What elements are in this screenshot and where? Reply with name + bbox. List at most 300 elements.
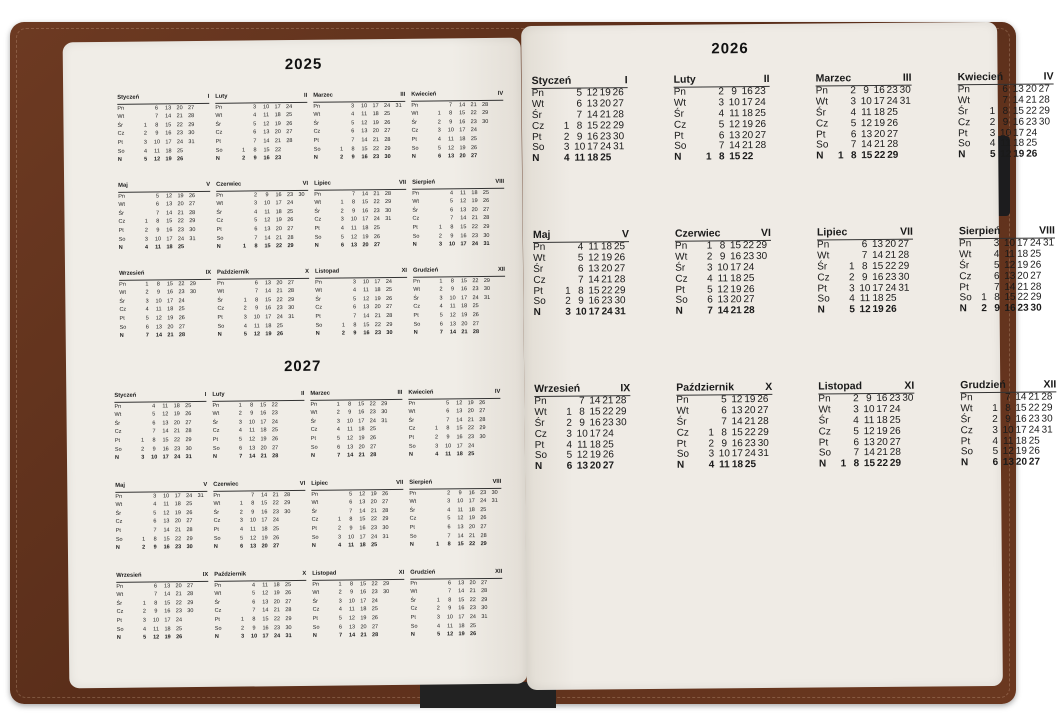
weekday-label: Śr [957,105,968,117]
weekday-label: Pt [410,614,416,621]
day-number: 22 [276,296,283,303]
day-number: 21 [374,313,381,320]
day-number: 24 [385,278,392,285]
day-number: 2 [337,525,342,532]
day-number [480,143,492,152]
day-number: 28 [479,416,486,423]
day-number: 13 [163,582,171,589]
day-number: 29 [482,110,489,117]
day-number: 22 [275,243,283,250]
day-number: 26 [276,331,284,338]
day-number [236,598,248,607]
day-number: 11 [588,241,599,253]
day-number: 2 [340,208,344,215]
day-number: 5 [153,510,157,517]
weekday-label: Wt [818,404,831,416]
weekday-label: Wt [410,588,418,595]
day-number: 11 [729,107,740,119]
day-number: 6 [853,436,860,448]
day-number: 21 [260,453,267,460]
day-number: 27 [382,499,389,506]
day-number: 20 [467,408,474,415]
month-name: Lipiec [311,480,329,487]
day-number [561,253,574,264]
day-number [430,399,442,408]
weekday-label: N [118,244,123,251]
day-number [137,419,149,428]
day-number: 18 [468,506,475,513]
day-number [185,625,197,634]
day-number: 21 [273,607,280,614]
day-number [195,517,207,526]
day-number [480,126,492,135]
day-number: 9 [255,305,259,312]
weekday-label: So [960,446,974,458]
day-number: 12 [162,411,169,418]
day-number: 2 [243,305,247,312]
day-number [702,120,715,131]
day-number [136,411,148,420]
day-number: 8 [450,224,454,231]
month-name: Luty [215,93,228,100]
weekday-label: Wt [119,289,127,297]
day-number: 15 [261,500,268,507]
day-number: 16 [262,624,269,631]
weekday-label: Śr [409,507,416,514]
day-number: 13 [361,128,368,135]
day-number: 17 [456,442,463,449]
day-number: 17 [588,306,600,318]
day-number: 1 [837,150,844,162]
day-number: 31 [491,498,498,505]
day-number: 3 [989,127,996,139]
day-number: 8 [578,285,584,297]
day-number: 9 [576,131,583,143]
day-number: 29 [1038,105,1050,117]
day-number: 8 [348,401,352,408]
day-number: 25 [600,152,612,164]
day-number: 6 [439,321,443,328]
day-number: 4 [850,106,857,118]
day-number: 28 [284,491,291,498]
weekday-label: Pn [958,238,972,250]
day-number: 30 [285,624,292,631]
day-number: 9 [153,544,157,551]
week-row [674,152,770,164]
day-number: 8 [721,426,727,438]
day-number: 15 [460,224,467,231]
day-number: 24 [602,427,614,440]
day-number: 22 [1017,292,1029,304]
weekday-label: N [409,541,414,548]
day-number: 10 [347,533,355,541]
day-number: 29 [382,580,390,587]
day-number: 17 [162,454,169,461]
day-number: 29 [483,277,490,284]
day-number: 23 [1025,116,1038,128]
day-number: 18 [372,111,379,118]
day-number: 10 [154,235,162,243]
weekday-label: Wt [310,409,318,417]
weekday-label: Śr [959,259,970,271]
day-number: 5 [143,634,147,641]
day-number [1042,293,1055,304]
month-roman: IX [202,571,209,578]
day-number: 23 [373,154,380,161]
day-number: 29 [889,458,902,470]
day-number: 23 [470,118,477,125]
day-number: 2 [238,410,242,417]
day-number: 26 [285,590,292,597]
day-number: 1 [241,147,246,154]
day-number: 12 [264,217,271,224]
day-number: 10 [346,418,353,425]
day-number: 1 [705,151,712,163]
day-number: 24 [470,127,477,134]
day-number: 9 [250,410,254,417]
day-number [336,136,348,145]
day-number: 4 [706,273,713,285]
day-number: 29 [287,243,294,250]
day-number [334,507,346,516]
day-number: 3 [243,314,247,321]
day-number: 2 [340,154,344,161]
day-number: 26 [272,534,280,541]
month-0-6 [314,179,407,251]
day-number [560,99,573,110]
weekday-label: Wt [216,200,224,208]
day-number [393,144,405,153]
day-number [284,146,296,155]
weekday-label: Śr [212,419,219,426]
day-number: 11 [447,622,453,629]
day-number: 17 [1012,127,1025,139]
day-number [296,233,308,242]
weekday-label: So [217,323,225,330]
month-roman: VIII [1039,224,1055,237]
day-number: 19 [589,449,601,461]
day-number [296,242,308,251]
day-number: 15 [263,146,270,153]
day-number: 26 [482,198,490,205]
day-number [336,190,348,199]
day-number: 14 [261,491,268,498]
day-number [834,86,847,97]
day-number: 19 [173,411,180,418]
day-number: 7 [254,234,258,241]
day-number: 5 [718,118,725,130]
day-number: 17 [260,419,267,426]
day-number: 29 [188,121,195,128]
weekday-label: Wt [314,199,322,206]
day-number [383,241,395,250]
day-number: 19 [360,615,367,622]
month-1-6 [311,479,404,551]
day-number: 22 [602,406,614,418]
day-number: 11 [249,427,255,434]
weekday-label: Wt [817,250,830,262]
month-roman: XI [398,569,405,576]
day-number: 27 [384,128,391,135]
day-number [337,287,349,296]
day-number: 20 [173,419,180,427]
day-number: 5 [353,296,357,303]
day-number [899,129,912,140]
weekday-label: So [412,233,420,240]
day-number: 28 [743,305,755,317]
week-row [213,452,305,462]
day-number: 5 [155,193,160,200]
day-number: 19 [1013,149,1025,161]
day-number: 3 [435,443,439,450]
day-number: 14 [872,249,884,261]
month-roman: VIII [492,478,502,485]
day-number: 23 [480,489,487,496]
day-number: 30 [615,416,627,428]
day-number [615,462,628,473]
day-number: 24 [371,597,378,604]
day-number [1042,260,1055,271]
month-roman: III [902,71,912,84]
weekday-label: Śr [411,119,418,126]
day-number: 14 [359,508,366,515]
day-number: 4 [566,439,573,451]
day-number: 9 [352,208,356,215]
month-roman: IV [1043,70,1054,83]
month-roman: I [204,391,207,398]
day-number: 1 [848,260,855,272]
day-number: 28 [287,288,295,295]
day-number: 11 [859,293,871,305]
day-number: 17 [362,216,369,223]
week-row [960,304,1056,316]
day-number: 1 [840,458,847,470]
month-2-2 [816,73,913,163]
day-number: 7 [1002,94,1009,106]
day-number: 4 [338,542,342,549]
day-number: 4 [449,189,454,196]
day-number: 3 [336,418,340,425]
day-number: 13 [165,201,173,208]
day-number: 25 [889,414,901,426]
day-number: 18 [359,542,366,549]
day-number [837,416,850,427]
day-number: 31 [483,294,491,301]
month-name: Luty [212,391,225,398]
day-number: 29 [382,516,389,523]
day-number [1041,458,1054,469]
month-roman: VII [398,179,407,186]
day-number: 18 [458,622,465,629]
day-number: 29 [479,425,486,432]
month-roman: VII [900,225,913,238]
day-number: 9 [351,154,355,161]
day-number: 11 [348,606,355,613]
day-number: 22 [174,535,182,542]
weekday-label: Cz [408,426,416,433]
day-number: 5 [351,120,355,127]
day-number: 28 [1041,391,1053,403]
week-row [676,306,772,318]
day-number: 28 [187,591,194,598]
weekday-label: So [311,534,319,541]
month-name: Czerwiec [674,227,721,240]
day-number: 21 [470,101,477,108]
day-number: 24 [383,102,391,109]
day-number: 29 [185,437,192,444]
weekday-label: Śr [216,209,222,216]
day-number: 27 [612,98,624,110]
weekday-label: Wt [531,98,545,110]
day-number: 18 [600,241,613,253]
day-number: 30 [189,227,196,234]
day-number: 17 [265,314,272,321]
day-number: 28 [372,632,379,639]
day-number: 23 [177,227,184,234]
day-number [432,515,444,524]
day-number [140,192,152,201]
day-number: 9 [994,303,1000,315]
day-number: 15 [588,284,600,297]
day-number: 23 [886,84,898,96]
day-number: 23 [178,289,185,296]
week-row [819,459,915,471]
day-number: 3 [145,298,149,305]
day-number: 23 [471,232,479,239]
day-number: 29 [755,239,768,251]
day-number: 26 [373,233,381,240]
day-number: 16 [456,434,463,441]
day-number: 2 [434,434,439,441]
day-number: 18 [174,501,181,508]
weekday-label: Pt [212,436,219,443]
day-number: 27 [178,323,185,330]
day-number: 20 [873,128,886,140]
day-number: 4 [351,111,355,118]
day-number: 10 [449,295,456,302]
day-number [704,395,717,406]
day-number: 9 [449,119,453,126]
day-number [1038,139,1051,150]
day-number: 7 [339,632,343,639]
weekday-label: Pt [959,281,969,293]
day-number: 8 [156,281,160,288]
day-number: 15 [358,400,365,407]
day-number: 22 [175,599,182,607]
day-number: 27 [886,128,899,140]
day-number: 14 [361,137,368,144]
day-number: 2 [706,251,713,263]
day-number: 1 [989,105,996,117]
day-number: 26 [757,393,769,405]
day-number [902,459,915,470]
day-number: 2 [563,131,570,143]
day-number [615,451,628,462]
weekday-label: Cz [959,270,972,282]
day-number: 30 [288,305,295,312]
day-number: 6 [254,279,258,287]
day-number: 3 [253,103,257,111]
day-number [481,302,493,311]
day-number: 16 [872,271,884,283]
day-number: 10 [153,139,161,146]
day-number: 13 [576,460,589,472]
weekday-label: Cz [115,519,123,526]
day-number: 29 [384,145,391,152]
day-number: 14 [1004,281,1016,293]
day-number: 4 [153,501,157,508]
day-number: 13 [728,129,741,141]
day-number: 22 [469,596,476,603]
weekday-label: N [214,633,219,641]
day-number: 30 [1041,413,1053,425]
day-number: 7 [152,428,156,435]
day-number [282,516,294,525]
day-number: 9 [253,155,257,162]
day-number: 17 [262,633,269,640]
day-number: 28 [189,209,196,216]
weekday-label: N [960,457,969,469]
weekday-label: Pn [532,241,546,253]
day-number: 1 [142,600,146,607]
day-number: 23 [176,130,183,137]
day-number: 26 [470,631,477,638]
day-number [986,85,999,96]
day-number: 22 [876,458,889,470]
weekday-label: Śr [213,509,220,516]
day-number: 24 [175,617,183,624]
week-row [961,458,1057,470]
day-number: 15 [460,277,467,284]
day-number [899,118,912,129]
day-number: 21 [173,428,181,435]
day-number [977,261,990,272]
weekday-label: Pt [534,439,545,451]
day-number: 28 [185,428,192,435]
day-number [335,111,347,120]
day-number: 28 [384,190,392,197]
day-number [489,523,501,532]
month-2-5 [675,228,772,318]
day-number [480,135,492,144]
weekday-label: So [115,536,123,543]
day-number [239,288,251,297]
day-number: 15 [457,541,464,548]
day-number: 9 [152,446,156,453]
day-number: 10 [863,403,875,415]
day-number: 21 [1028,391,1040,403]
day-number: 6 [156,201,160,208]
day-number: 28 [285,607,292,614]
day-number: 26 [479,399,486,406]
month-1-11 [410,568,503,640]
weekday-label: Śr [310,418,317,425]
day-number [755,284,768,295]
day-number: 31 [481,613,488,621]
day-number: 19 [459,144,466,151]
day-number: 25 [272,526,280,533]
day-number: 5 [989,149,996,161]
weekday-label: Śr [533,263,544,275]
day-number: 21 [467,416,474,423]
week-row [315,241,407,251]
day-number: 27 [371,623,379,630]
day-number: 16 [363,330,370,337]
weekday-label: Cz [314,217,322,224]
day-number: 4 [577,241,584,253]
day-number: 19 [370,490,377,497]
day-number: 30 [899,84,911,96]
